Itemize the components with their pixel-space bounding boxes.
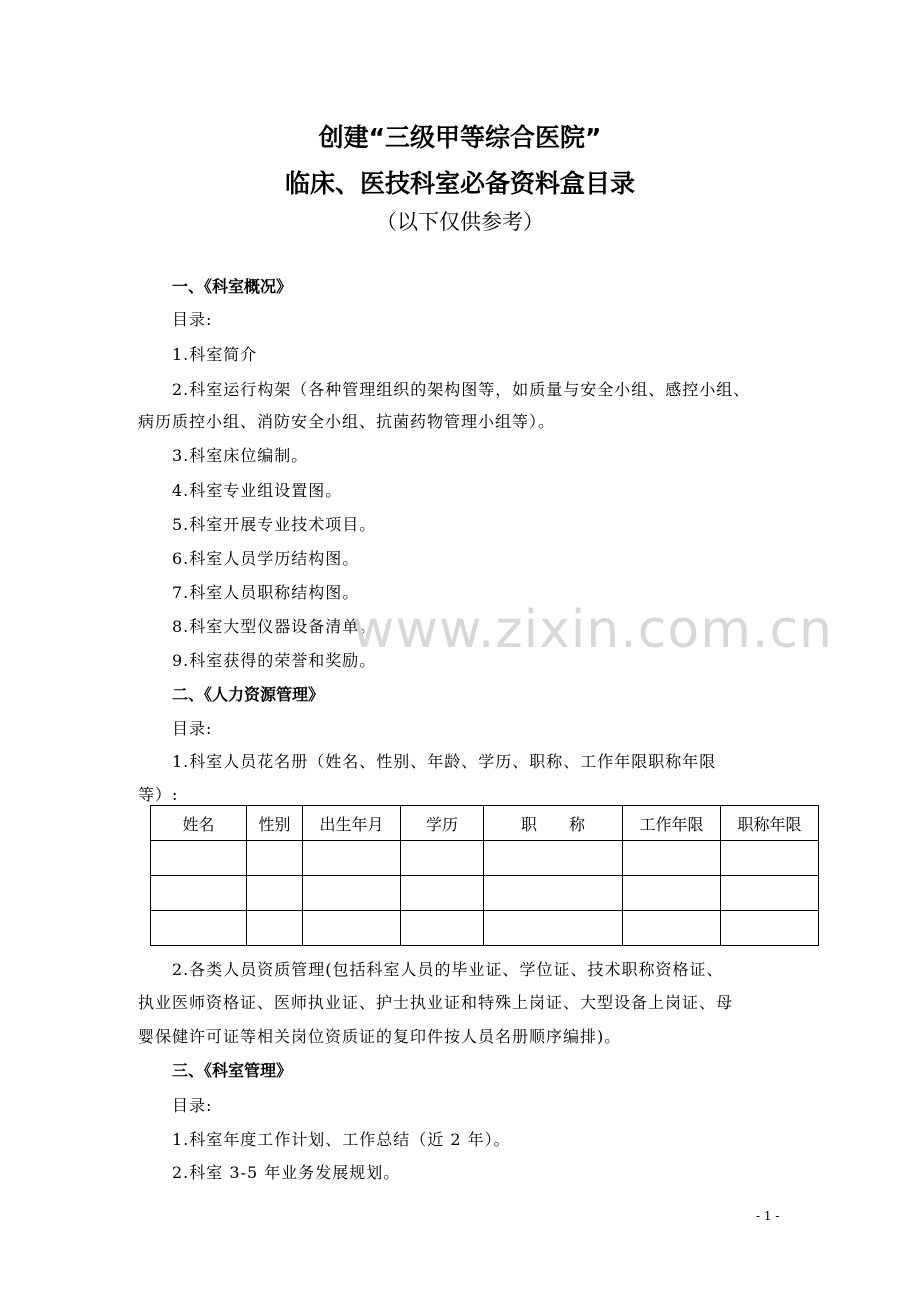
table-cell [151,876,247,911]
table-cell [401,911,484,946]
toc-label: 目录: [172,310,213,329]
table-cell [303,841,401,876]
table-cell [401,841,484,876]
list-item: 8.科室大型仪器设备清单。 [172,617,377,636]
staff-roster-table [150,805,819,946]
list-item: 1.科室人员花名册（姓名、性别、年龄、学历、职称、工作年限职称年限 [172,752,717,771]
page-number: - 1 - [756,1209,780,1223]
list-item: 9.科室获得的荣誉和奖励。 [172,651,377,670]
list-item: 2.科室运行构架（各种管理组织的架构图等，如质量与安全小组、感控小组、 [172,380,751,399]
section-heading-management: 三、《科室管理》 [172,1061,293,1080]
table-cell [484,841,623,876]
table-header-row [151,806,819,841]
table-cell [484,876,623,911]
column-header: 性别 [247,806,303,841]
toc-label: 目录: [172,719,213,738]
list-item: 5.科室开展专业技术项目。 [172,515,377,534]
table-cell [303,911,401,946]
section-heading-hr: 二、《人力资源管理》 [172,685,325,704]
column-header: 姓名 [151,806,247,841]
list-item-continuation: 等）: [138,785,179,804]
list-item: 1.科室简介 [172,345,258,364]
column-header: 职 称 [484,806,623,841]
list-item: 3.科室床位编制。 [172,446,309,465]
table-cell [721,841,819,876]
list-item: 6.科室人员学历结构图。 [172,549,360,568]
list-item-continuation: 执业医师资格证、医师执业证、护士执业证和特殊上岗证、大型设备上岗证、母 [138,993,734,1012]
table-cell [247,876,303,911]
table-cell [247,911,303,946]
list-item: 1.科室年度工作计划、工作总结（近 2 年）。 [172,1130,511,1149]
toc-label: 目录: [172,1096,213,1115]
column-header: 职称年限 [721,806,819,841]
document-title-line1: 创建“三级甲等综合医院” [318,123,602,152]
table-cell [401,876,484,911]
table-cell [721,876,819,911]
table-cell [623,841,721,876]
list-item-continuation: 病历质控小组、消防安全小组、抗菌药物管理小组等）。 [138,412,556,431]
column-header: 工作年限 [623,806,721,841]
column-header: 学历 [401,806,484,841]
list-item: 2.科室 3-5 年业务发展规划。 [172,1163,401,1182]
list-item: 2.各类人员资质管理(包括科室人员的毕业证、学位证、技术职称资格证、 [172,960,724,979]
list-item: 4.科室专业组设置图。 [172,481,343,500]
watermark-text: www.zixin.com.cn [352,600,833,660]
table-cell [623,876,721,911]
table-cell [151,911,247,946]
table-cell [721,911,819,946]
table-cell [623,911,721,946]
table-cell [151,841,247,876]
document-subtitle: （以下仅供参考） [376,210,544,234]
section-heading-overview: 一、《科室概况》 [172,277,293,296]
table-row [151,911,819,946]
column-header: 出生年月 [303,806,401,841]
list-item-continuation: 婴保健许可证等相关岗位资质证的复印件按人员名册顺序编排)。 [138,1027,622,1046]
table-row [151,876,819,911]
document-title-line2: 临床、医技科室必备资料盒目录 [284,169,635,198]
table-cell [484,911,623,946]
table-cell [303,876,401,911]
table-cell [247,841,303,876]
table-row [151,841,819,876]
list-item: 7.科室人员职称结构图。 [172,583,360,602]
